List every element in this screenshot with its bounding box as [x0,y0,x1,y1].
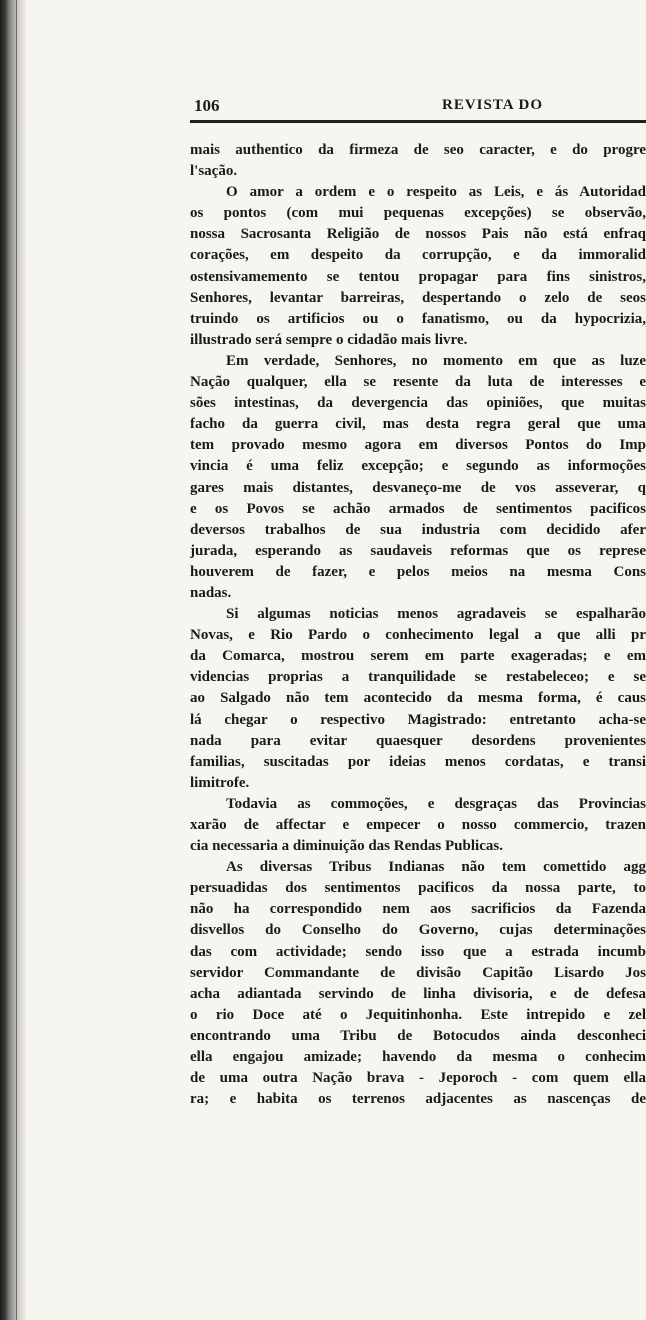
text-line: Si algumas noticias menos agradaveis se espalharão [226,606,646,623]
text-line: corações, em despeito da corrupção, e da immoralid [190,247,646,264]
running-title: REVISTA DO [442,97,543,113]
text-line: Em verdade, Senhores, no momento em que as luze [226,352,646,369]
text-line: persuadidas dos sentimentos pacificos da nossa parte, to [190,880,646,897]
text-line: l'sação. [190,163,238,180]
page-header [194,96,646,116]
text-line: videncias proprias a tranquilidade se restabeleceo; e se [190,669,646,686]
text-line: Novas, e Rio Pardo o conhecimento legal a que alli pr [190,627,646,644]
text-line: limitrofe. [190,774,250,791]
text-line: sões intestinas, da devergencia das opiniões, que muitas [190,395,646,412]
text-line: ao Salgado não tem acontecido da mesma forma, é caus [190,690,646,707]
text-line: jurada, esperando as saudaveis reformas que os represe [190,542,646,559]
text-line: Todavia as commoções, e desgraças das Provincias [226,795,646,812]
text-line: lá chegar o respectivo Magistrado: entretanto acha-se [190,711,646,728]
text-line: vincia é uma feliz excepção; e segundo as informoções [190,458,646,475]
book-spine-shadow [0,0,26,1320]
text-line: encontrando uma Tribu de Botocudos ainda desconheci [190,1027,646,1044]
text-line: facho da guerra civil, mas desta regra geral que uma [190,416,646,433]
text-line: ra; e habita os terrenos adjacentes as nascenças de [190,1091,646,1108]
text-line: tem provado mesmo agora em diversos Pontos do Imp [190,437,646,454]
text-line: acha adiantada servindo de linha divisoria, e de defesa [190,985,646,1002]
text-line: mais authentico da firmeza de seo caracter, e do progre [190,142,646,158]
page-number: 106 [194,96,220,115]
text-line: xarão de affectar e empecer o nosso commercio, trazen [190,817,646,833]
text-line: das com actividade; sendo isso que a estrada incumb [190,943,646,960]
text-line: os pontos (com mui pequenas excepções) se observão, [190,205,646,222]
text-line: Senhores, levantar barreiras, despertando o zelo de seos [190,289,646,306]
text-line: Nação qualquer, ella se resente da luta de interesses e [190,374,646,391]
text-line: illustrado será sempre o cidadão mais livre. [190,331,468,348]
text-line: nossa Sacrosanta Religião de nossos Pais não está enfraq [190,226,646,243]
text-line: nada para evitar quaesquer desordens provenientes [190,732,646,749]
text-line: deversos trabalhos de sua industria com decidido afer [190,521,646,538]
text-line: e os Povos se achão armados de sentimentos pacificos [190,500,646,517]
text-line: ostensivamemento se tentou propagar para fins sinistros, [190,268,646,285]
spine-gutter-line [16,0,17,1320]
text-line: de uma outra Nação brava - Jeporoch - com quem ella [190,1070,646,1087]
text-line: O amor a ordem e o respeito as Leis, e ás Autoridad [226,184,646,201]
text-line: servidor Commandante de divisão Capitão Lisardo Jos [190,964,646,981]
text-line: truindo os artificios ou o fanatismo, ou da hypocrizia, [190,310,646,327]
text-line: cia necessaria a diminuição das Rendas Publicas. [190,838,503,855]
text-line: não ha correspondido nem aos sacrificios da Fazenda [190,901,646,918]
header-rule [190,120,646,123]
text-line: familias, suscitadas por ideias menos cordatas, e transi [190,753,646,770]
text-line: nadas. [190,584,232,601]
text-line: gares mais distantes, desvaneço-me de vos asseverar, q [190,479,646,496]
text-line: As diversas Tribus Indianas não tem comettido agg [226,859,646,876]
body-text [190,140,646,1110]
text-line: disvellos do Conselho do Governo, cujas determinações [190,922,646,939]
text-line: o rio Doce até o Jequitinhonha. Este intrepido e zel [190,1006,646,1023]
text-line: da Comarca, mostrou serem em parte exageradas; e em [190,648,646,665]
text-line: houverem de fazer, e pelos meios na mesma Cons [190,563,646,580]
text-line: ella engajou amizade; havendo da mesma o conhecim [190,1049,646,1066]
